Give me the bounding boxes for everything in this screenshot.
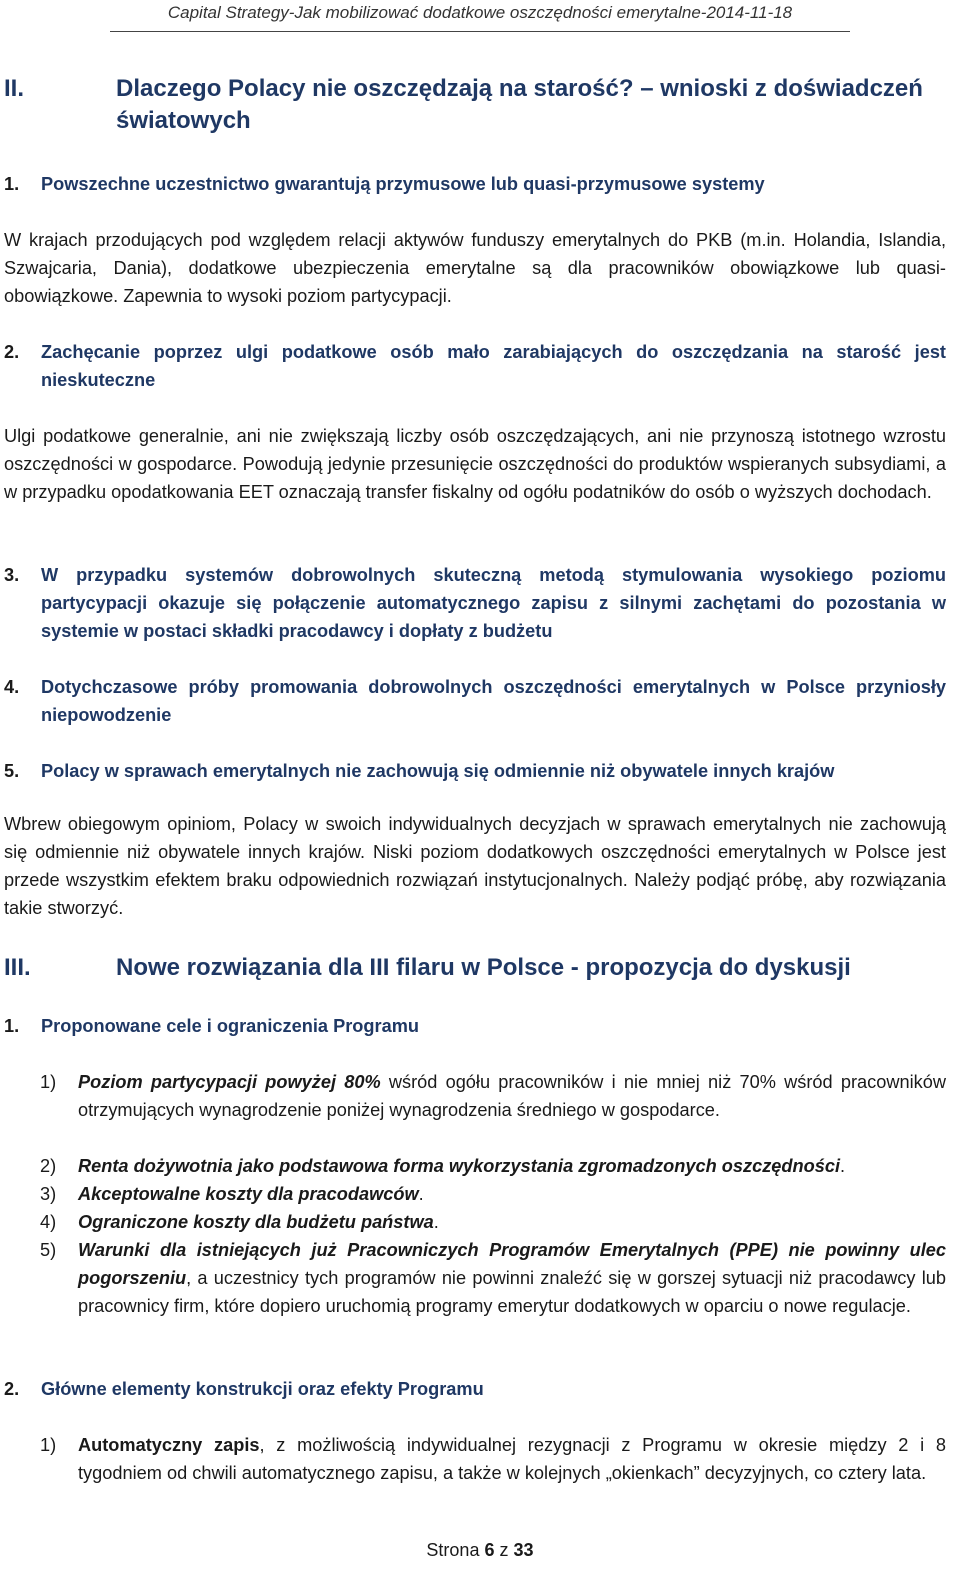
section-title: Dlaczego Polacy nie oszczędzają na starość? – wnioski z doświadczeń światowych <box>116 75 923 134</box>
list-emphasis: Poziom partycypacji powyżej 80% <box>78 1072 381 1092</box>
section-title: Nowe rozwiązania dla III filaru w Polsce - propozycja do dyskusji <box>116 954 851 981</box>
list-emphasis: Renta dożywotnia jako podstawowa forma wykorzystania zgromadzonych oszczędności <box>78 1156 841 1176</box>
subheading-number: 1. <box>4 174 20 194</box>
section-number: II. <box>4 75 25 102</box>
list-marker: 1) <box>40 1072 57 1092</box>
list-marker: 2) <box>40 1156 57 1176</box>
list-item <box>40 1068 946 1124</box>
subheading-ii-2 <box>4 338 946 394</box>
subheading-iii-1 <box>4 1012 946 1040</box>
subheading-text: Powszechne uczestnictwo gwarantują przymusowe lub quasi-przymusowe systemy <box>41 174 765 194</box>
list-emphasis: Warunki dla istniejących już Pracowniczych Programów Emerytalnych (PPE) nie powinny ulec pogorszeniu <box>78 1240 946 1288</box>
list-marker: 3) <box>40 1184 57 1204</box>
list-item <box>40 1236 946 1320</box>
list-item <box>40 1180 946 1208</box>
footer-page-number: 6 <box>484 1540 495 1560</box>
section-heading-iii <box>4 952 946 986</box>
subheading-text: W przypadku systemów dobrowolnych skuteczną metodą stymulowania wysokiego poziomu partycypacji okazuje się połączenie automatycznego zapisu z silnymi zachętami do pozostania w systemie w postaci składki pracodawcy i dopłaty z budżetu <box>41 565 946 641</box>
subheading-ii-4 <box>4 673 946 729</box>
subheading-number: 1. <box>4 1016 20 1036</box>
section-heading-ii <box>4 73 946 143</box>
list-item <box>40 1431 946 1487</box>
subheading-ii-5 <box>4 757 946 785</box>
list-item <box>40 1152 946 1180</box>
page-footer <box>0 1540 960 1561</box>
paragraph-ii-1: W krajach przodujących pod względem relacji aktywów funduszy emerytalnych do PKB (m.in. Holandia, Islandia, Szwajcaria, Dania), dodatkowe ubezpieczenia emerytalne są dla pracowników obowiązkowe lub quasi-obowiązkowe. Zapewnia to wysoki poziom partycypacji. <box>4 230 946 306</box>
list-marker: 1) <box>40 1435 57 1455</box>
list-text: , z możliwością indywidualnej rezygnacji z Programu w okresie między 2 i 8 tygodniem od chwili automatycznego zapisu, a także w kolejnych „okienkach” decyzyjnych, co cztery lata. <box>78 1435 947 1483</box>
list-item <box>40 1208 946 1236</box>
list-text: . <box>433 1212 439 1232</box>
paragraph-ii-5: Wbrew obiegowym opiniom, Polacy w swoich indywidualnych decyzjach w sprawach emerytalnych nie zachowują się odmiennie niż obywatele innych krajów. Niski poziom dodatkowych oszczędności emerytalnych w Polsce jest przede wszystkim efektem braku odpowiednich rozwiązań instytucjonalnych. Należy podjąć próbę, aby rozwiązania takie stworzyć. <box>4 814 946 918</box>
subheading-number: 5. <box>4 761 20 781</box>
list-text: wśród ogółu pracowników i nie mniej niż 70% wśród pracowników otrzymujących wynagrodzenie poniżej wynagrodzenia średniego w gospodarce. <box>78 1072 947 1120</box>
list-marker: 4) <box>40 1212 57 1232</box>
document-header: Capital Strategy-Jak mobilizować dodatkowe oszczędności emerytalne-2014-11-18 <box>167 3 793 22</box>
subheading-ii-3 <box>4 561 946 645</box>
subheading-number: 2. <box>4 342 20 362</box>
subheading-text: Polacy w sprawach emerytalnych nie zachowują się odmiennie niż obywatele innych krajów <box>41 761 835 781</box>
subheading-number: 2. <box>4 1379 20 1399</box>
list-marker: 5) <box>40 1240 57 1260</box>
subheading-iii-2 <box>4 1375 946 1403</box>
subheading-text: Główne elementy konstrukcji oraz efekty Programu <box>41 1379 484 1399</box>
list-strong: Automatyczny zapis <box>78 1435 260 1455</box>
subheading-number: 3. <box>4 565 20 585</box>
subheading-text: Dotychczasowe próby promowania dobrowolnych oszczędności emerytalnych w Polsce przyniosły niepowodzenie <box>41 677 946 725</box>
subheading-text: Proponowane cele i ograniczenia Programu <box>41 1016 419 1036</box>
list-text: . <box>418 1184 424 1204</box>
subheading-text: Zachęcanie poprzez ulgi podatkowe osób mało zarabiających do oszczędzania na starość jest nieskuteczne <box>41 342 946 390</box>
section-number: III. <box>4 954 31 981</box>
list-emphasis: Ograniczone koszty dla budżetu państwa <box>78 1212 434 1232</box>
list-emphasis: Akceptowalne koszty dla pracodawców <box>78 1184 419 1204</box>
footer-prefix: Strona <box>426 1540 480 1560</box>
footer-separator: z <box>499 1540 509 1560</box>
paragraph-ii-2: Ulgi podatkowe generalnie, ani nie zwiększają liczby osób oszczędzających, ani nie przynoszą istotnego wzrostu oszczędności w gospodarce. Powodują jedynie przesunięcie oszczędności do produktów wspieranych subsydiami, a w przypadku opodatkowania EET oznaczają transfer fiskalny od ogółu podatników do osób o wyższych dochodach. <box>4 426 946 502</box>
header-divider <box>110 31 850 32</box>
subheading-number: 4. <box>4 677 20 697</box>
list-text: . <box>840 1156 846 1176</box>
subheading-ii-1 <box>4 170 946 198</box>
footer-total-pages: 33 <box>513 1540 534 1560</box>
list-text: , a uczestnicy tych programów nie powinni znaleźć się w gorszej sytuacji niż pracodawcy lub pracownicy firm, które dopiero uruchomią programy emerytur dodatkowych w oparciu o nowe regulacje. <box>78 1268 946 1316</box>
